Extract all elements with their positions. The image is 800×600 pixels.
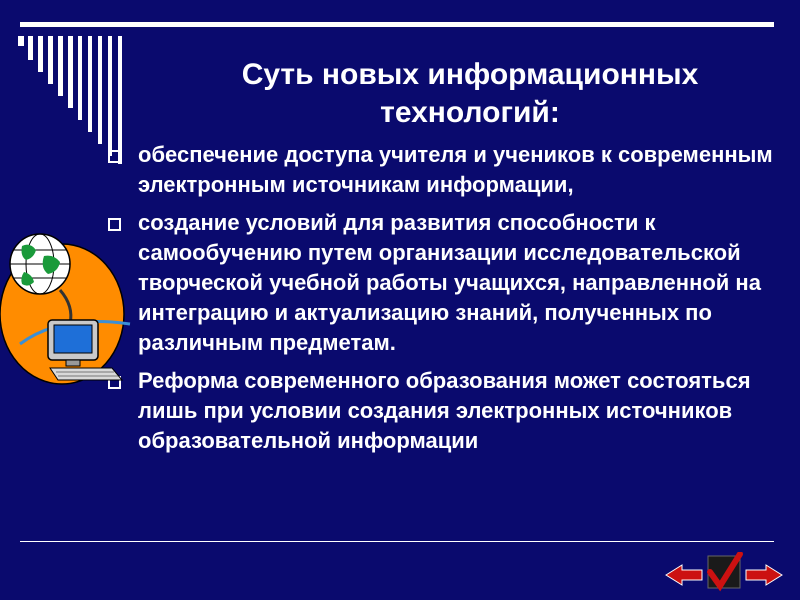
list-item: [108, 208, 788, 358]
bullet-list: [108, 140, 788, 464]
checkmark-icon[interactable]: [704, 552, 744, 592]
square-bullet-icon: [108, 150, 121, 163]
top-decorative-bar: [20, 22, 774, 27]
navigation-buttons: [664, 550, 784, 594]
bullet-text: обеспечение доступа учителя и учеников к современным электронным источникам информации,: [138, 142, 773, 197]
bottom-divider: [20, 541, 774, 542]
bullet-text: Реформа современного образования может состояться лишь при условии создания электронных источников образовательной информации: [138, 368, 751, 453]
bullet-text: создание условий для развития способности к самообучению путем организации исследовательской творческой учебной работы учащихся, направленной на интеграцию и актуализацию знаний, полученных по различным предметам.: [138, 210, 761, 355]
arrow-left-icon[interactable]: [664, 564, 704, 586]
globe-computer-icon: [0, 228, 140, 388]
list-item: [108, 140, 788, 200]
arrow-right-icon[interactable]: [744, 564, 784, 586]
slide-title: Суть новых информационных технологий:: [241, 58, 699, 129]
list-item: [108, 366, 788, 456]
